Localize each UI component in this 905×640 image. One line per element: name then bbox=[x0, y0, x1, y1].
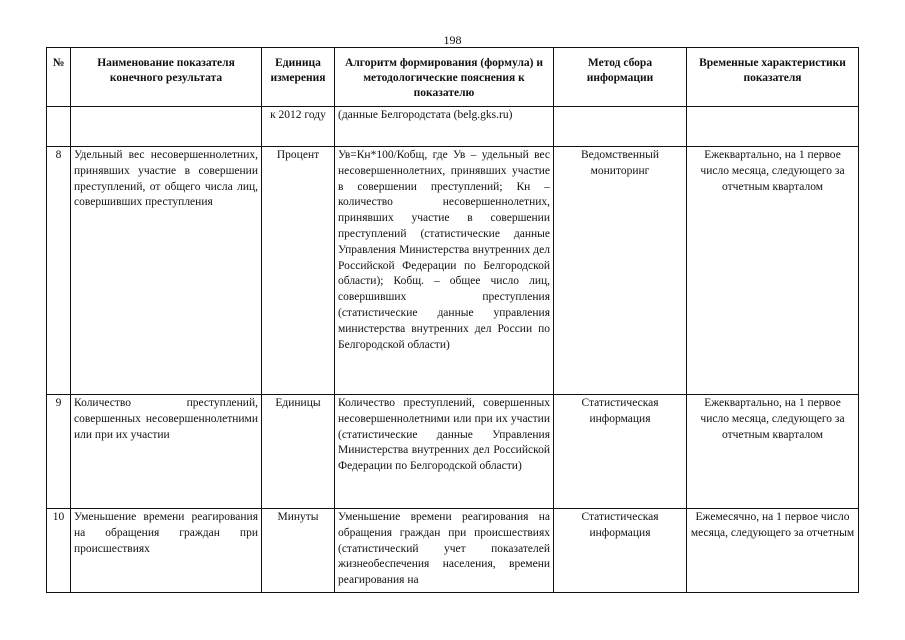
cell-timing bbox=[687, 107, 859, 147]
header-method: Метод сбора информации bbox=[554, 48, 687, 107]
cell-num: 10 bbox=[47, 509, 71, 593]
cell-timing: Ежемесячно, на 1 первое число месяца, следующего за отчетным bbox=[687, 509, 859, 593]
table-row-continuation bbox=[47, 107, 859, 147]
cell-name: Удельный вес несовершеннолетних, принявших участие в совершении преступлений, от общего числа лиц, совершивших преступления bbox=[71, 147, 262, 395]
table-header-row bbox=[47, 48, 859, 107]
cell-unit: Единицы bbox=[262, 395, 335, 509]
cell-algorithm: (данные Белгородстата (belg.gks.ru) bbox=[335, 107, 554, 147]
cell-name: Уменьшение времени реагирования на обращения граждан при происшествиях bbox=[71, 509, 262, 593]
cell-timing: Ежеквартально, на 1 первое число месяца, следующего за отчетным кварталом bbox=[687, 395, 859, 509]
cell-algorithm: Количество преступлений, совершенных несовершеннолетними или при их участии (статистические данные Управления Министерства внутренних дел Российской Федерации по Белгородской области) bbox=[335, 395, 554, 509]
cell-name: Количество преступлений, совершенных несовершеннолетними или при их участии bbox=[71, 395, 262, 509]
header-num: № bbox=[47, 48, 71, 107]
indicator-table bbox=[46, 47, 859, 593]
cell-num bbox=[47, 107, 71, 147]
cell-method: Статистическая информация bbox=[554, 509, 687, 593]
cell-name bbox=[71, 107, 262, 147]
cell-unit: Минуты bbox=[262, 509, 335, 593]
header-name: Наименование показателя конечного результата bbox=[71, 48, 262, 107]
header-algorithm: Алгоритм формирования (формула) и методологические пояснения к показателю bbox=[335, 48, 554, 107]
cell-method bbox=[554, 107, 687, 147]
table-row bbox=[47, 147, 859, 395]
cell-algorithm: Ув=Кн*100/Кобщ, где Ув – удельный вес несовершеннолетних, принявших участие в совершении преступлений; Кн – количество несовершеннолетних, принявших участие в совершении преступлений (статистические данные Управления Министерства внутренних дел Российской Федерации по Белгородской области); Кобщ. – общее число лиц, совершивших преступления (статистические данные управления министерства внутренних дел России по Белгородской области) bbox=[335, 147, 554, 395]
page-number: 198 bbox=[443, 33, 462, 47]
table-row bbox=[47, 509, 859, 593]
cell-unit: Процент bbox=[262, 147, 335, 395]
header-timing: Временные характеристики показателя bbox=[687, 48, 859, 107]
header-unit: Единица измерения bbox=[262, 48, 335, 107]
cell-method: Статистическая информация bbox=[554, 395, 687, 509]
cell-method: Ведомственный мониторинг bbox=[554, 147, 687, 395]
cell-algorithm: Уменьшение времени реагирования на обращения граждан при происшествиях (статистический учет показателей жизнеобеспечения населения, времени реагирования на bbox=[335, 509, 554, 593]
table-row bbox=[47, 395, 859, 509]
cell-num: 9 bbox=[47, 395, 71, 509]
cell-unit: к 2012 году bbox=[262, 107, 335, 147]
cell-timing: Ежеквартально, на 1 первое число месяца, следующего за отчетным кварталом bbox=[687, 147, 859, 395]
cell-num: 8 bbox=[47, 147, 71, 395]
